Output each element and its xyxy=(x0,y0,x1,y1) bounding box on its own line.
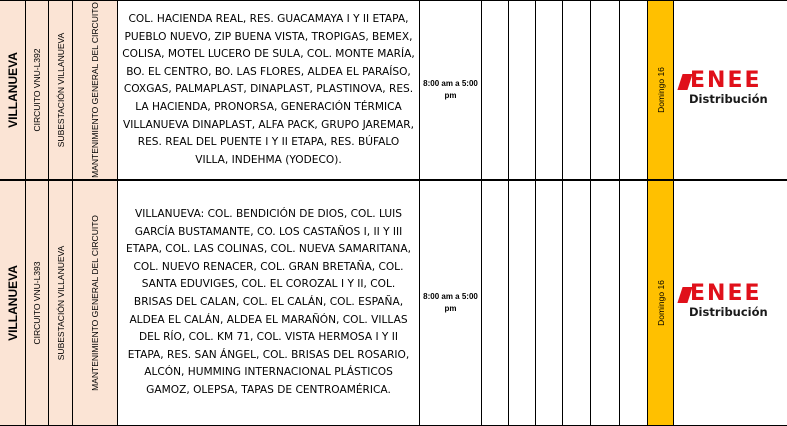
work-type-label: MANTENIMIENTO GENERAL DEL CIRCUITO xyxy=(90,2,100,178)
sectors-text: COL. HACIENDA REAL, RES. GUACAMAYA I Y II ETAPA, PUEBLO NUEVO, ZIP BUENA VISTA, TROPIGAS, BEMEX, COLISA, MOTEL LUCERO DE SULA, COL. MONTE MARÍA, BO. EL CENTRO, BO. LAS FLORES, ALDEA EL PARAÍSO, COXGAS, PALMAPLAST, DINAPLAST, PLASTINOVA, RES. LA HACIENDA, PRONORSA, GENERACIÓN TÉRMICA VILLANUEVA DINAPLAST, ALFA PACK, GRUPO JAREMAR, RES. REAL DEL PUENTE I Y II ETAPA, RES. BÚFALO VILLA, INDEHMA (YODECO). xyxy=(122,12,415,166)
substation-cell xyxy=(49,1,73,179)
empty-cell xyxy=(509,181,536,425)
time-text: 8:00 am a 5:00 pm xyxy=(423,292,478,313)
logo-subtitle: Distribución xyxy=(689,305,768,319)
empty-cell xyxy=(591,1,620,179)
day-label: Domingo 16 xyxy=(655,67,666,113)
logo-name: ENEE xyxy=(690,281,762,306)
municipality-cell xyxy=(0,1,26,179)
circuit-cell xyxy=(26,1,49,179)
enee-logo xyxy=(674,283,787,323)
logo-cell xyxy=(674,181,787,425)
empty-cell xyxy=(509,1,536,179)
empty-cell xyxy=(591,181,620,425)
sectors-cell xyxy=(118,181,420,425)
empty-cell xyxy=(482,1,509,179)
logo-cell xyxy=(674,1,787,179)
day-cell xyxy=(648,181,674,425)
time-cell xyxy=(420,1,482,179)
circuit-label: CIRCUITO VNU-L393 xyxy=(32,261,42,345)
time-cell xyxy=(420,181,482,425)
substation-cell xyxy=(49,181,73,425)
day-cell xyxy=(648,1,674,179)
logo-name: ENEE xyxy=(690,68,762,93)
circuit-cell xyxy=(26,181,49,425)
work-type-cell xyxy=(73,1,118,179)
work-type-cell xyxy=(73,181,118,425)
sectors-text: VILLANUEVA: COL. BENDICIÓN DE DIOS, COL. LUIS GARCÍA BUSTAMANTE, CO. LOS CASTAÑOS I, II Y III ETAPA, COL. LAS COLINAS, COL. NUEVA SAMARITANA, COL. NUEVO RENACER, COL. GRAN BRETAÑA, COL. SANTA EDUVIGES, COL. EL COROZAL I Y II, COL. BRISAS DEL CALAN, COL. EL CALÁN, COL. ESPAÑA, ALDEA EL CALÁN, ALDEA EL MARAÑÓN, COL. VILLAS DEL RÍO, COL. KM 71, COL. VISTA HERMOSA I Y II ETAPA, RES. SAN ÁNGEL, COL. BRISAS DEL ROSARIO, ALCÓN, HUMMING INTERNACIONAL PLÁSTICOS GAMOZ, OLEPSA, TAPAS DE CENTROAMÉRICA. xyxy=(126,208,411,397)
empty-cell xyxy=(620,1,648,179)
empty-cell xyxy=(620,181,648,425)
empty-cell xyxy=(536,181,563,425)
table-row xyxy=(0,180,787,426)
circuit-label: CIRCUITO VNU-L392 xyxy=(32,48,42,132)
empty-cell xyxy=(536,1,563,179)
municipality-label: VILLANUEVA xyxy=(5,265,20,341)
time-text: 8:00 am a 5:00 pm xyxy=(423,79,478,100)
sectors-cell xyxy=(118,1,420,179)
substation-label: SUBESTACIÓN VILLANUEVA xyxy=(55,245,66,361)
empty-cell xyxy=(482,181,509,425)
table-row xyxy=(0,0,787,180)
day-label: Domingo 16 xyxy=(655,280,666,326)
municipality-label: VILLANUEVA xyxy=(5,52,20,128)
logo-subtitle: Distribución xyxy=(689,92,768,106)
work-type-label: MANTENIMIENTO GENERAL DEL CIRCUITO xyxy=(90,215,100,391)
substation-label: SUBESTACIÓN VILLANUEVA xyxy=(55,32,66,148)
municipality-cell xyxy=(0,181,26,425)
empty-cell xyxy=(563,1,591,179)
enee-logo xyxy=(674,70,787,110)
empty-cell xyxy=(563,181,591,425)
